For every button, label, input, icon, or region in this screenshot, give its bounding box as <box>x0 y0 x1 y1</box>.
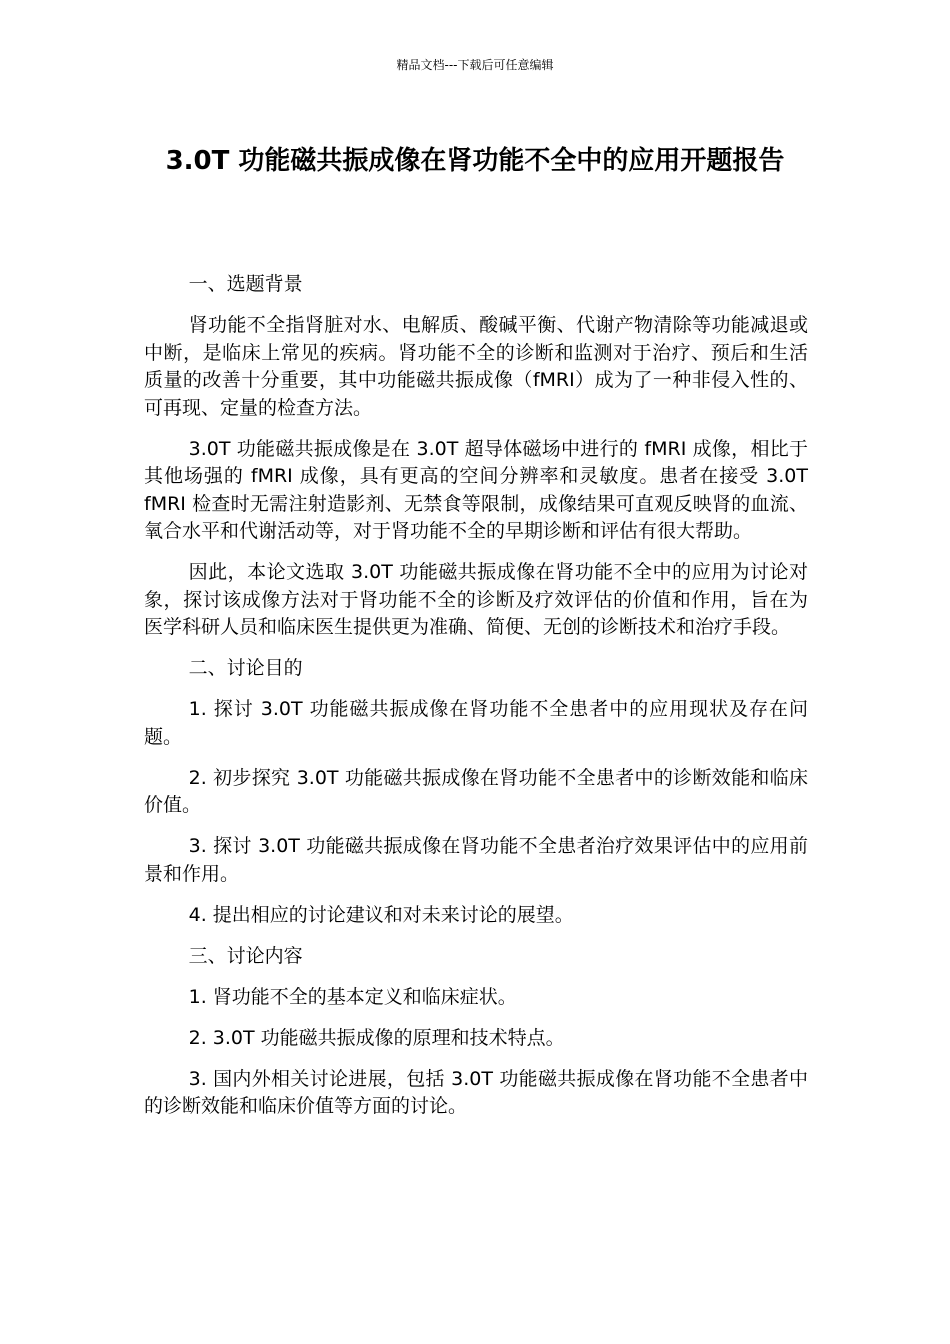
purpose-item-3: 3. 探讨 3.0T 功能磁共振成像在肾功能不全患者治疗效果评估中的应用前景和作用。 <box>144 835 808 885</box>
document-title: 3.0T 功能磁共振成像在肾功能不全中的应用开题报告 <box>165 146 785 176</box>
paragraph-background-2: 3.0T 功能磁共振成像是在 3.0T 超导体磁场中进行的 fMRI 成像，相比于其他场强的 fMRI 成像，具有更高的空间分辨率和灵敏度。患者在接受 3.0T fMRI 检查时无需注射造影剂、无禁食等限制，成像结果可直观反映肾的血流、氧合水平和代谢活动等，对于肾功能不全的早期诊断和评估有很大帮助。 <box>144 437 808 542</box>
page-header-note: 精品文档---下载后可任意编辑 <box>396 58 554 72</box>
document-body <box>144 271 808 1134</box>
content-item-1: 1. 肾功能不全的基本定义和临床症状。 <box>188 985 517 1008</box>
content-item-2: 2. 3.0T 功能磁共振成像的原理和技术特点。 <box>188 1026 565 1049</box>
section-heading-purpose: 二、讨论目的 <box>188 657 303 679</box>
purpose-item-2: 2. 初步探究 3.0T 功能磁共振成像在肾功能不全患者中的诊断效能和临床价值。 <box>144 766 808 816</box>
paragraph-background-3: 因此，本论文选取 3.0T 功能磁共振成像在肾功能不全中的应用为讨论对象，探讨该成像方法对于肾功能不全的诊断及疗效评估的价值和作用，旨在为医学科研人员和临床医生提供更为准确、简便、无创的诊断技术和治疗手段。 <box>144 561 808 638</box>
purpose-item-4: 4. 提出相应的讨论建议和对未来讨论的展望。 <box>188 903 574 926</box>
purpose-item-1: 1. 探讨 3.0T 功能磁共振成像在肾功能不全患者中的应用现状及存在问题。 <box>144 698 808 748</box>
content-item-3: 3. 国内外相关讨论进展，包括 3.0T 功能磁共振成像在肾功能不全患者中的诊断效能和临床价值等方面的讨论。 <box>144 1067 808 1117</box>
section-heading-content: 三、讨论内容 <box>188 944 303 967</box>
paragraph-background-1: 肾功能不全指肾脏对水、电解质、酸碱平衡、代谢产物清除等功能减退或中断，是临床上常见的疾病。肾功能不全的诊断和监测对于治疗、预后和生活质量的改善十分重要，其中功能磁共振成像（fMRI）成为了一种非侵入性的、可再现、定量的检查方法。 <box>144 314 808 419</box>
section-heading-background: 一、选题背景 <box>188 273 303 295</box>
